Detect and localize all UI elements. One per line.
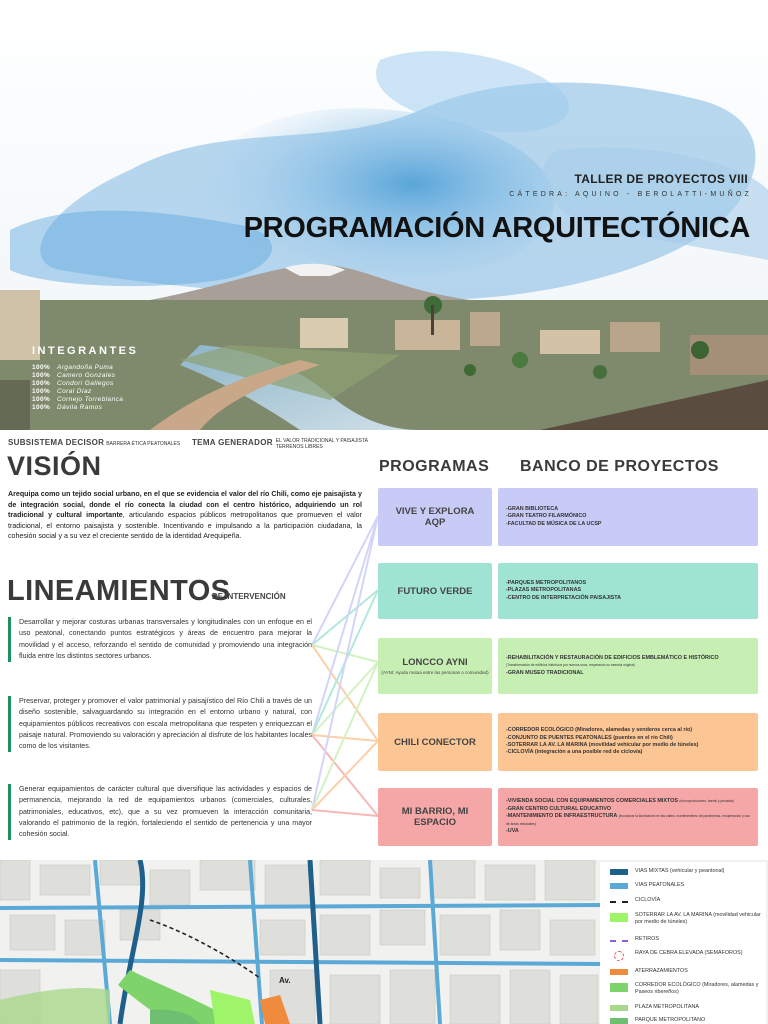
lineamiento-3: Generar equipamientos de carácter cultural que diversifique las actividades y espacios de permanencia, mejorando la red de equipamientos urbanos (comerciales, culturales, patrimoniales, educativos, etc), que a su vez promueven la interacción comunitaria, valorando el patrimonio de la región, fortaleciendo el sentido de pertenencia y una mayor cohesión social. [8,784,312,840]
connector-line [312,662,378,735]
legend-item: ATERRAZAMIENTOS [610,968,688,975]
legend-swatch [610,1018,628,1024]
banco-futuro-verde: -PARQUES METROPOLITANOS -PLAZAS METROPOLITANAS -CENTRO DE INTERPRETACIÓN PAISAJISTA [498,563,758,619]
legend-item: CORREDOR ECOLÓGICO (Miradores, alamedas y Paseos ribereños) [610,982,765,996]
page-title: PROGRAMACIÓN ARQUITECTÓNICA [243,212,750,244]
connector-line [312,516,378,810]
legend-item: PLAZA METROPOLITANA [610,1004,699,1011]
legend-swatch [610,940,628,942]
connector-line [312,590,378,645]
lineamiento-1: Desarrollar y mejorar costuras urbanas transversales y longitudinales con un enfoque en el uso peatonal, conectando puntos estratégicos y áreas de encuentro para mejorar la movilidad y el acceso, reforzando el sentido de comunidad y promoviendo una integración fluida entre los distintos sectores urbanos. [8,617,312,662]
member-row: 100% Camero Gonzales [32,372,116,380]
member-row: 100% Dávila Ramos [32,404,103,412]
member-row: 100% Cornejo Torreblanca [32,396,124,404]
legend-item: PARQUE METROPOLITANO [610,1017,705,1024]
programas-title: PROGRAMAS [379,458,490,475]
legend-swatch [610,913,628,922]
vision-text: Arequipa como un tejido social urbano, en el que se evidencia el valor del río Chili, como eje paisajista y de integración social, donde el río conecta la ciudad con el centro histórico, adquiriendo un rol tradicional y cultural importante, articulando espacios públicos metropolitanos que promueven el valor tradicional, el entorno paisajista y sostenible. Incentivando e impulsando a la participación ciudadana, la cohesión social y a su vez el creciente sentido de la identidad Arequipeña. [8,490,362,541]
connector-line [312,810,378,816]
programa-mi-barrio: MI BARRIO, MI ESPACIO [378,788,492,846]
vision-title: VISIÓN [7,451,102,481]
programa-loncco-ayni: LONCCO AYNI (AYNI: Ayuda mutua entre las personas o comunidad) [378,638,492,694]
legend-item: SOTERRAR LA AV. LA MARINA (movilidad vehicular por medio de túneles) [610,912,765,926]
legend-swatch [610,883,628,889]
banco-title: BANCO DE PROYECTOS [520,458,719,475]
legend-swatch [610,983,628,992]
member-row: 100% Argandoña Puma [32,364,114,371]
lineamientos-subtitle: DE INTERVENCIÓN [212,592,286,601]
legend-swatch [610,901,628,903]
map-legend [600,862,766,1024]
catedra-label: CÁTEDRA: AQUINO - BEROLATTI-MUÑOZ [509,191,752,198]
banco-loncco-ayni: -REHABILITACIÓN Y RESTAURACIÓN DE EDIFICIOS EMBLEMÁTICO E HISTÓRICO (Transformación de edificios históricos por nuevos usos, respetando su esencia original) -GRAN MUSEO TRADICIONAL [498,638,758,694]
legend-swatch [614,951,624,961]
legend-item: RETIROS [610,936,659,943]
legend-swatch [610,1005,628,1011]
lineamiento-2: Preservar, proteger y promover el valor patrimonial y paisajístico del Río Chili a través de un diseño sostenible, salvaguardando su integración en el entorno urbano y natural, con equipamientos públicos recreativos con escala metropolitana que respeten y enriquezcan el paisaje natural. Promoviendo su valoración y apreciación al disfrute de los habitantes locales como de los visitantes. [8,696,312,752]
programa-futuro-verde: FUTURO VERDE [378,563,492,619]
legend-item: VIAS PEATONALES [610,882,684,889]
lineamientos-title: LINEAMIENTOS [7,575,231,607]
connector-line [312,741,378,810]
banco-chili-conector: -CORREDOR ECOLÓGICO (Miradores, alamedas y senderos cerca al río) -CONJUNTO DE PUENTES PEATONALES (puentes en el río Chili) -SOTERRAR LA AV. LA MARINA (movilidad vehicular por medio de túneles) -CICLOVÍA (integración a una posible red de ciclovía) [498,713,758,771]
programa-chili-conector: CHILI CONECTOR [378,713,492,771]
legend-swatch [610,869,628,875]
map-street-label: Av. [279,976,291,985]
integrantes-title: INTEGRANTES [32,345,139,357]
subsistema-decisor: SUBSISTEMA DECISOR BARRERA ÉTICA PEATONALES [8,438,181,447]
banco-vive-explora: -GRAN BIBLIOTECA -GRAN TEATRO FILARMÓNICO -FACULTAD DE MÚSICA DE LA UCSP [498,488,758,546]
legend-item: CICLOVÍA [610,897,660,904]
legend-swatch [610,969,628,975]
legend-item: VIAS MIXTAS (vehicular y peantonal) [610,868,724,875]
banco-mi-barrio: -VIVIENDA SOCIAL CON EQUIPAMIENTOS COMERCIALES MIXTOS (microproductores, barrial y privados) -GRAN CENTRO CULTURAL EDUCATIVO -MANTENIMIENTO DE INFRAESTRUCTURA (incorporar la iluminación en las calles, mantenimiento de pavimentos, recuperación y uso de áreas residuales) -UVA [498,788,758,846]
member-row: 100% Condori Gallegos [32,380,114,388]
legend-item: RAYA DE CEBRA ELEVADA (SEMÁFOROS) [610,950,743,961]
programa-vive-explora: VIVE Y EXPLORA AQP [378,488,492,546]
member-row: 100% Coral Díaz [32,388,92,396]
tema-generador: TEMA GENERADOR EL VALOR TRADICIONAL Y PAISAJISTA TERRENOS LIBRES [192,438,368,450]
course-title: TALLER DE PROYECTOS VIII [574,172,748,186]
